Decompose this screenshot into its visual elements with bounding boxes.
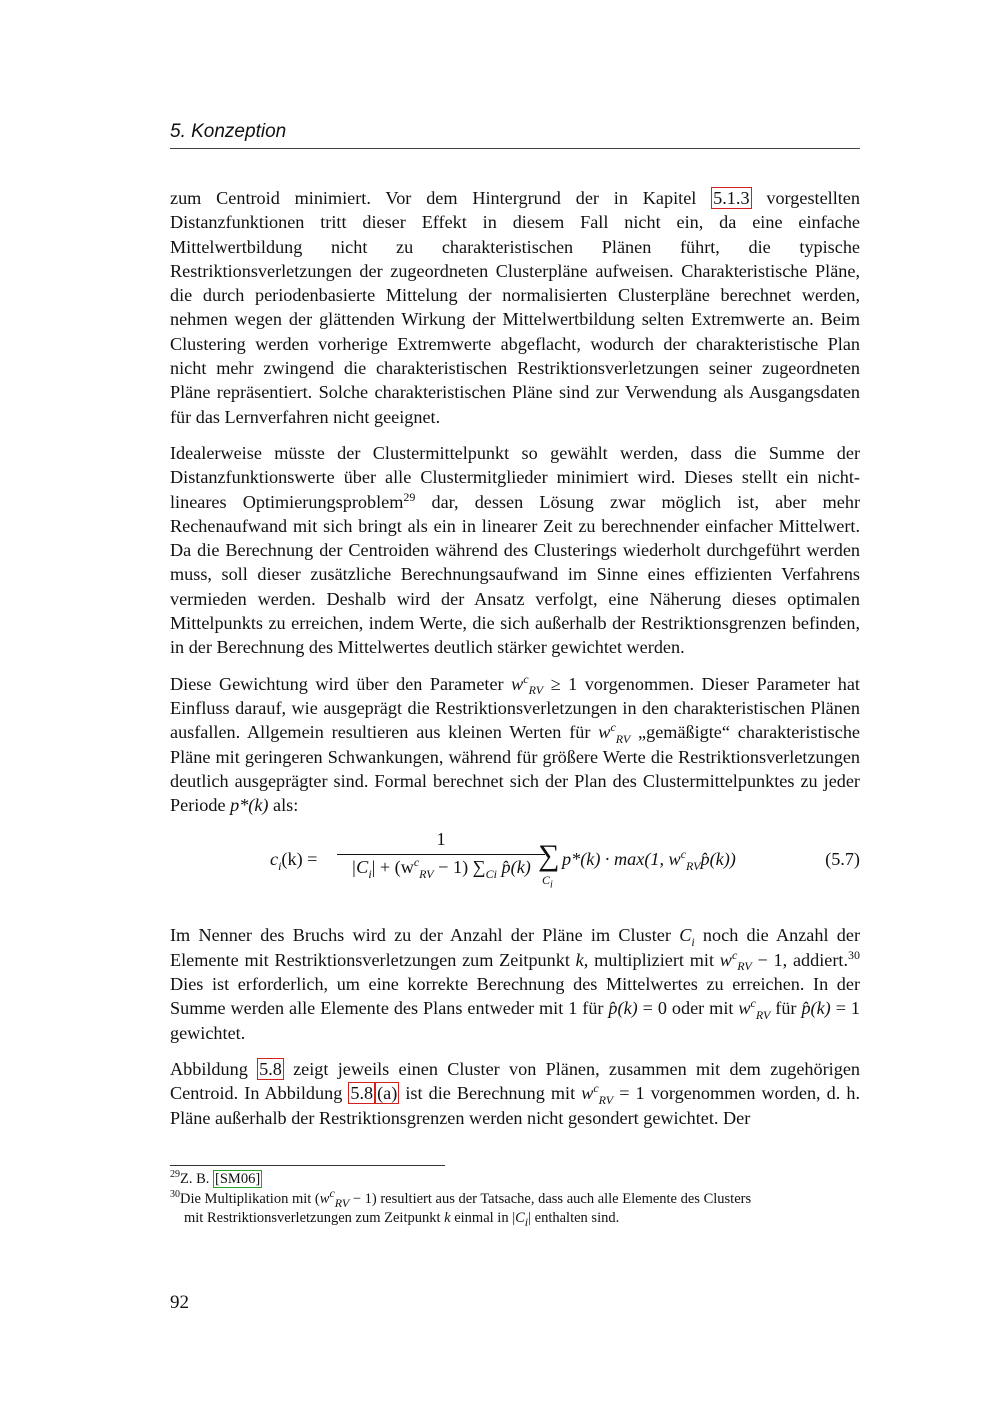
footnote-30: $^{30}$Die Multiplikation mit $(w^c_{RV} - 1)$ resultiert aus der Tatsache, dass auch alle Elemente des Clusters mit Restriktionsverletzungen zum Zeitpunkt k einmal in $|C_i|$ enthalten sind.: [170, 1186, 752, 1229]
footnote-marker-30[interactable]: 30: [848, 947, 860, 962]
equation-fraction: 1 $|C_i| + (w^c_{RV} - 1)$ $\sum_{Ci}$ p̂(k): [337, 829, 545, 878]
main-text: [170, 186, 860, 1142]
equation-5-7: $c_i(k)$ = 1 $|C_i| + (w^c_{RV} - 1)$ $\sum_{Ci}$ p̂(k) ∑ $C_i$ p*(k) · max(1, $w^c_{RV}p̂(k)$) (5.7): [270, 829, 860, 891]
math-p-star: p*(k): [230, 795, 269, 816]
subfigure-link[interactable]: (a): [377, 1083, 398, 1104]
footnote-marker-29[interactable]: 29: [403, 489, 416, 504]
footnote-29: $^{29}$Z. B. [SM06]: [170, 1169, 261, 1187]
paragraph-3: Diese Gewichtung wird über den Parameter $w^c_{RV} \ge 1$ vorgenommen. Dieser Parameter hat Einfluss darauf, wie ausgeprägt die Restriktionsverletzungen in den charakteristischen Plänen ausfallen. Allgemein resultieren aus kleinen Werten für $w^c_{RV}$ „gemäßigte“ charakteristische Pläne mit geringeren Schwankungen, während für größere Werte die Restriktionsverletzungen deutlich ausgeprägter sind. Formal berechnet sich der Plan des Clustermittelpunktes zu jeder Periode p*(k) als:: [170, 671, 860, 816]
math-w: w: [511, 673, 524, 694]
page-number: 92: [170, 1292, 189, 1313]
figure-link[interactable]: 5.8: [259, 1058, 282, 1079]
paragraph-2: Idealerweise müsste der Clustermittelpunkt so gewählt werden, dass die Summe der Distanzfunktionswerte über alle Clustermitglieder minimiert wird. Dieses stellt ein nicht-lineares Optimierungsproblem$^{29}$ dar, dessen Lösung zwar möglich ist, aber mehr Rechenaufwand mit sich bringt als ein in linearer Zeit zu berechnender einfacher Mittelwert. Da die Berechnung der Centroiden während des Clusterings wiederholt durchgeführt werden muss, soll dieser zusätzliche Berechnungsaufwand im Sinne eines effizienten Verfahrens vermieden werden. Deshalb wird der Ansatz verfolgt, eine Näherung dieses optimalen Mittelpunkts zu erreichen, indem Werte, die sich außerhalb der Restriktionsgrenzen befinden, in der Berechnung des Mittelwertes deutlich stärker gewichtet werden.: [170, 442, 860, 658]
figure-link[interactable]: 5.8: [350, 1083, 374, 1104]
sum-symbol: ∑: [538, 839, 560, 873]
paragraph-5: Abbildung 5.8 zeigt jeweils einen Cluster von Plänen, zusammen mit dem zugehörigen Centroid. In Abbildung 5.8 (a) ist die Berechnung mit $w^c_{RV} = 1$ vorgenommen worden, d. h. Pläne außerhalb der Restriktionsgrenzen werden nicht gesondert gewichtet. Der: [170, 1058, 861, 1128]
citation-link[interactable]: [SM06]: [215, 1171, 261, 1187]
footnote-rule: [170, 1165, 445, 1166]
equation-number: (5.7): [825, 849, 860, 870]
paragraph-4: Im Nenner des Bruchs wird zu der Anzahl der Pläne im Cluster $C_i$ noch die Anzahl der Elemente mit Restriktionsverletzungen zum Zeitpunkt k, multipliziert mit $w^c_{RV} - 1$, addiert.$^{30}$ Dies ist erforderlich, um eine korrekte Berechnung des Mittelwertes zu erreichen. In der Summe werden alle Elemente des Plans entweder mit 1 für p̂(k) = 0 oder mit $w^c_{RV}$ für p̂(k) = 1 gewichtet.: [170, 925, 861, 1043]
running-header: 5. Konzeption: [170, 121, 860, 149]
paragraph-1: zum Centroid minimiert. Vor dem Hintergrund der in Kapitel 5.1.3 vorgestellten Distanzfunktionen tritt dieser Effekt in diesem Fall nicht ein, da eine einfache Mittelwertbildung nicht zu charakteristischen Plänen führt, die typische Restriktionsverletzungen der zugeordneten Clusterpläne aufweisen. Charakteristische Pläne, die durch periodenbasierte Mittelung der normalisierten Clusterpläne berechnet werden, nehmen wegen der glättenden Wirkung der Mittelwertbildung selten Extremwerte an. Beim Clustering werden vorherige Extremwerte abgeflacht, wodurch der charakteristische Plan nicht mehr zwingend die charakteristischen Restriktionsverletzungen seiner zugeordneten Pläne repräsentiert. Solche charakteristischen Pläne sind zur Verwendung als Ausgangsdaten für das Lernverfahren nicht geeignet.: [170, 188, 860, 427]
section-link[interactable]: 5.1.3: [713, 188, 750, 208]
